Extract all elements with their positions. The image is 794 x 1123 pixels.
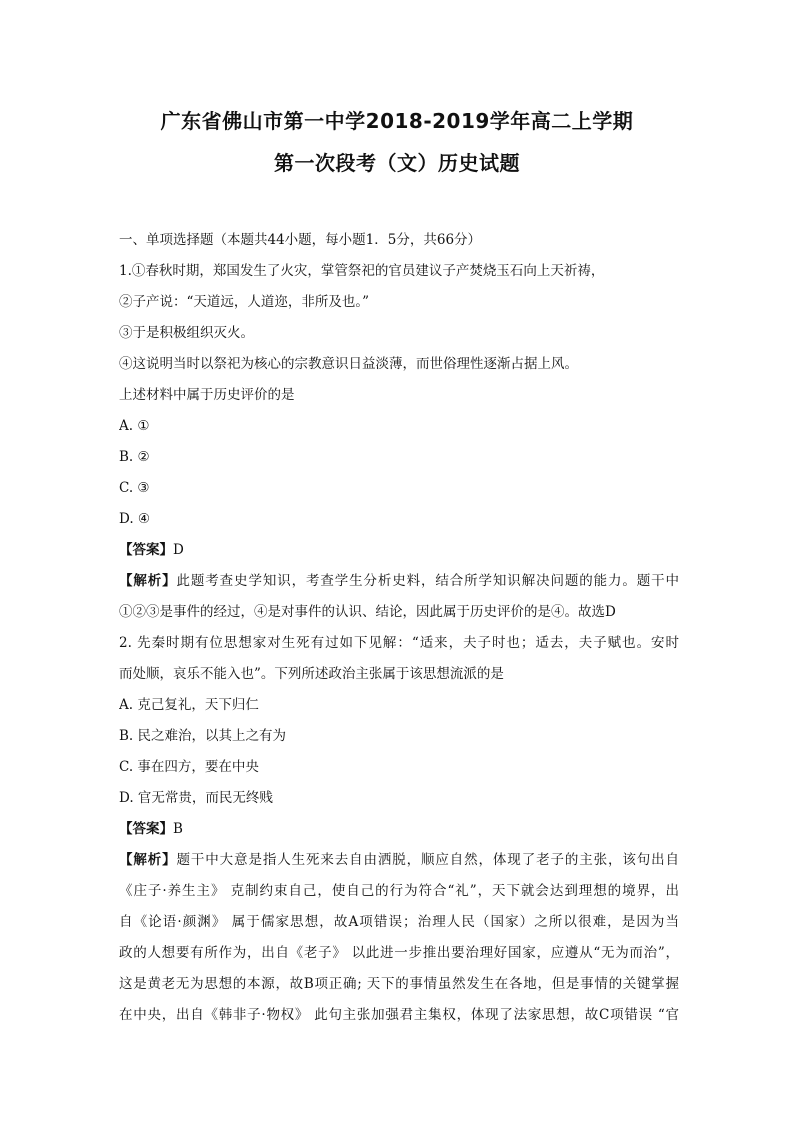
q1-analysis-line: ①②③是事件的经过，④是对事件的认识、结论，因此属于历史评价的是④。故选D	[119, 604, 616, 620]
q2-option-b: B. 民之难治，以其上之有为	[119, 728, 287, 744]
q1-option-d: D. ④	[119, 511, 151, 527]
q2-line: 2. 先秦时期有位思想家对生死有过如下见解：“适来，夫子时也；适去，夫子赋也。安时	[119, 635, 679, 651]
q2-analysis-line: 在中央，出自《韩非子·物权》 此句主张加强君主集权，体现了法家思想，故C项错误 “官	[119, 1007, 679, 1023]
analysis-text: 题干中大意是指人生死来去自由洒脱，顺应自然，体现了老子的主张，该句出自	[176, 852, 679, 868]
q1-line: ③于是积极组织灭火。	[119, 325, 254, 341]
q1-line: ②子产说：“天道远，人道迩，非所及也。”	[119, 294, 370, 310]
analysis-text: 此题考查史学知识，考查学生分析史料，结合所学知识解决问题的能力。题干中	[176, 573, 679, 589]
q2-option-a: A. 克己复礼，天下归仁	[119, 697, 259, 713]
q1-line: ④这说明当时以祭祀为核心的宗教意识日益淡薄，而世俗理性逐渐占据上风。	[119, 356, 578, 372]
q2-line: 而处顺，哀乐不能入也”。下列所述政治主张属于该思想流派的是	[119, 666, 504, 682]
q2-analysis-line: 这是黄老无为思想的本源，故B项正确; 天下的事情虽然发生在各地，但是事情的关键掌握	[119, 976, 679, 992]
q2-answer	[119, 814, 679, 845]
q1-option-c: C. ③	[119, 480, 150, 496]
analysis-tag: 【解析】	[119, 573, 177, 589]
exam-title-line2: 第一次段考（文）历史试题	[274, 151, 520, 175]
answer-value: D	[173, 542, 184, 558]
answer-tag: 【答案】	[119, 821, 173, 837]
exam-title-line1: 广东省佛山市第一中学2018-2019学年高二上学期	[160, 109, 634, 133]
q2-analysis	[119, 845, 679, 876]
q1-option-b: B. ②	[119, 449, 150, 465]
exam-body	[119, 225, 679, 1031]
section-heading: 一、单项选择题（本题共44小题，每小题1．5分，共66分）	[119, 232, 482, 248]
q1-analysis	[119, 566, 679, 597]
q2-analysis-line: 《庄子·养生主》 克制约束自己，使自己的行为符合“礼”，天下就会达到理想的境界，出	[119, 883, 679, 899]
q1-stem: 上述材料中属于历史评价的是	[119, 387, 295, 403]
q2-analysis-line: 自《论语·颜渊》 属于儒家思想，故A项错误；治理人民（国家）之所以很难，是因为当	[119, 914, 679, 930]
q2-option-c: C. 事在四方，要在中央	[119, 759, 259, 775]
q2-analysis-line: 政的人想要有所作为，出自《老子》 以此进一步推出要治理好国家，应遵从“无为而治”，	[119, 945, 679, 961]
answer-value: B	[173, 821, 183, 837]
q2-option-d: D. 官无常贵，而民无终贱	[119, 790, 273, 806]
analysis-tag: 【解析】	[119, 852, 177, 868]
q1-line: 1.①春秋时期，郑国发生了火灾，掌管祭祀的官员建议子产焚烧玉石向上天祈祷，	[119, 263, 605, 279]
answer-tag: 【答案】	[119, 542, 173, 558]
q1-answer	[119, 535, 679, 566]
q1-option-a: A. ①	[119, 418, 150, 434]
